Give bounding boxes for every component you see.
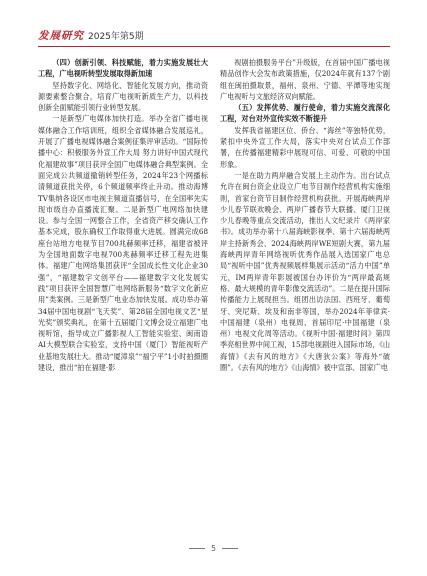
paragraph: 一是在助力两岸融合发展上主动作为。出台试点允许在闽台资企业设立广电节目制作经营机构实施细则，首家台资节目制作经营机构获批。开展海峡两岸少儿春节联欢晚会、两岸广播春节大联播、厦门卫视少儿春晚等重点交流活动，推出人文纪录片《两岸家书》。成功举办第十八届海峡影视季、第十六届海峡两岸主持新秀会、2024海峡两岸WE短剧大赛，第九届海峡两岸青年网络视听优秀作品展入选国家广电总局“视听中国”优秀视频展样集展示活动“活力中国”单元，IM两岸青年影展被国台办评价为“两岸最高规格、最大规模的青年影像交流活动”。二是在提升国际传播能力上展现担当。组团出访法国、西班牙、葡萄牙、突尼斯、埃及和南非等国，举办2024年菲律宾·中国福建（泉州）电视周、首届印尼·中国福建（泉州）电视文化周等活动。《视听中国·福建时间》第四季亮相世界中间工视，15部电视剧进入国际市场，《山海情》《去有风的地方》《大唐狄公案》等海外“破圈”。《去有风的地方》《山海情》被中宣部、国家广电 (220, 170, 390, 373)
footer-dash-right (222, 548, 238, 549)
left-column (38, 57, 208, 535)
page-number: 5 (211, 544, 216, 553)
paragraph: 视剧拍摄服务平台”升级版，在首届中国广播电视精品创作大会发布政策措施，仅2024年就有137个剧组在闽拍摄取景，福州、泉州、宁德、平潭等地实现广电视听与文旅经济双向赋能。 (220, 58, 390, 101)
footer-dash-left (189, 548, 205, 549)
paragraph: 发挥我省福建区位、侨台、“海丝”等独特优势，紧扣中央外宣工作大局，落实中央对台试点工作部署，在传播福建精彩中展现可信、可爱、可敬的中国形象。 (220, 125, 390, 169)
paragraph: 坚持数字化、网络化、智能化发展方向，推动资源要素整合聚合，培育广电视听新质生产力，以科技创新全面赋能引领行业转型发展。 (38, 80, 208, 113)
paragraph: 一是新型广电媒体加快打造。举办全省广播电视媒体融合工作培训班，组织全省媒体融合发展巡礼，开展了广播电视媒体融合案例征集评审活动。“国际传播中心：积极服务外宣工作大局 努力讲好中国式现代化福建故事”项目获评全国广电媒体融合典型案例。全面完成公共频道撤销转型任务，2024年23个网播标清频道获批关停，6个频道频率终止升动。推动海博TV集纳各设区市电视主频道直播信号，在全国率先实现市级自办直播流汇聚。二是新型广电网络加快建设。参与全国一网整合工作，全省资产移交确认工作基本完成，股东确权工作取得重大进展。圆满完成68座台站地方电视节目700兆赫频率迁移，福建省被评为全国地面数字电视700兆赫频率迁移工程先进集体。福建广电网络集团获评“全国成长性文化企业30强”，“福建数字文创平台——福建数字文化发展实践”项目获评全国智慧广电网络新服务“数字文化新应用”类案例。三是新型广电业态加快发展。成功举办第34届中国电视剧“飞天奖”、第28届全国电视文艺“星光奖”颁奖典礼，在第十五届厦门文博会设立福建广电视听馆，指导成立广播影视人工智能实验室、闽南语AI大模型联合实验室，支持中国（厦门）智能视听产业基地发展壮大。推动“厦漳泉”“福宁平”1小时拍摄圈建设，推出“拍在福建·影 (38, 114, 208, 373)
journal-title: 发展研究 (38, 30, 84, 42)
right-column (220, 57, 390, 535)
article-body (38, 57, 390, 535)
journal-header (38, 28, 144, 44)
section-heading-5: （五）发挥优势、履行使命，着力实施交流深化工程，对台对外宣传实效不断提升 (220, 103, 390, 124)
page-footer (0, 544, 427, 553)
section-heading-4: （四）创新引领、科技赋能，着力实施发展壮大工程，广电视听转型发展取得新加速 (38, 58, 208, 79)
header-divider (38, 46, 390, 47)
issue-number: 2025年第5期 (88, 32, 144, 42)
